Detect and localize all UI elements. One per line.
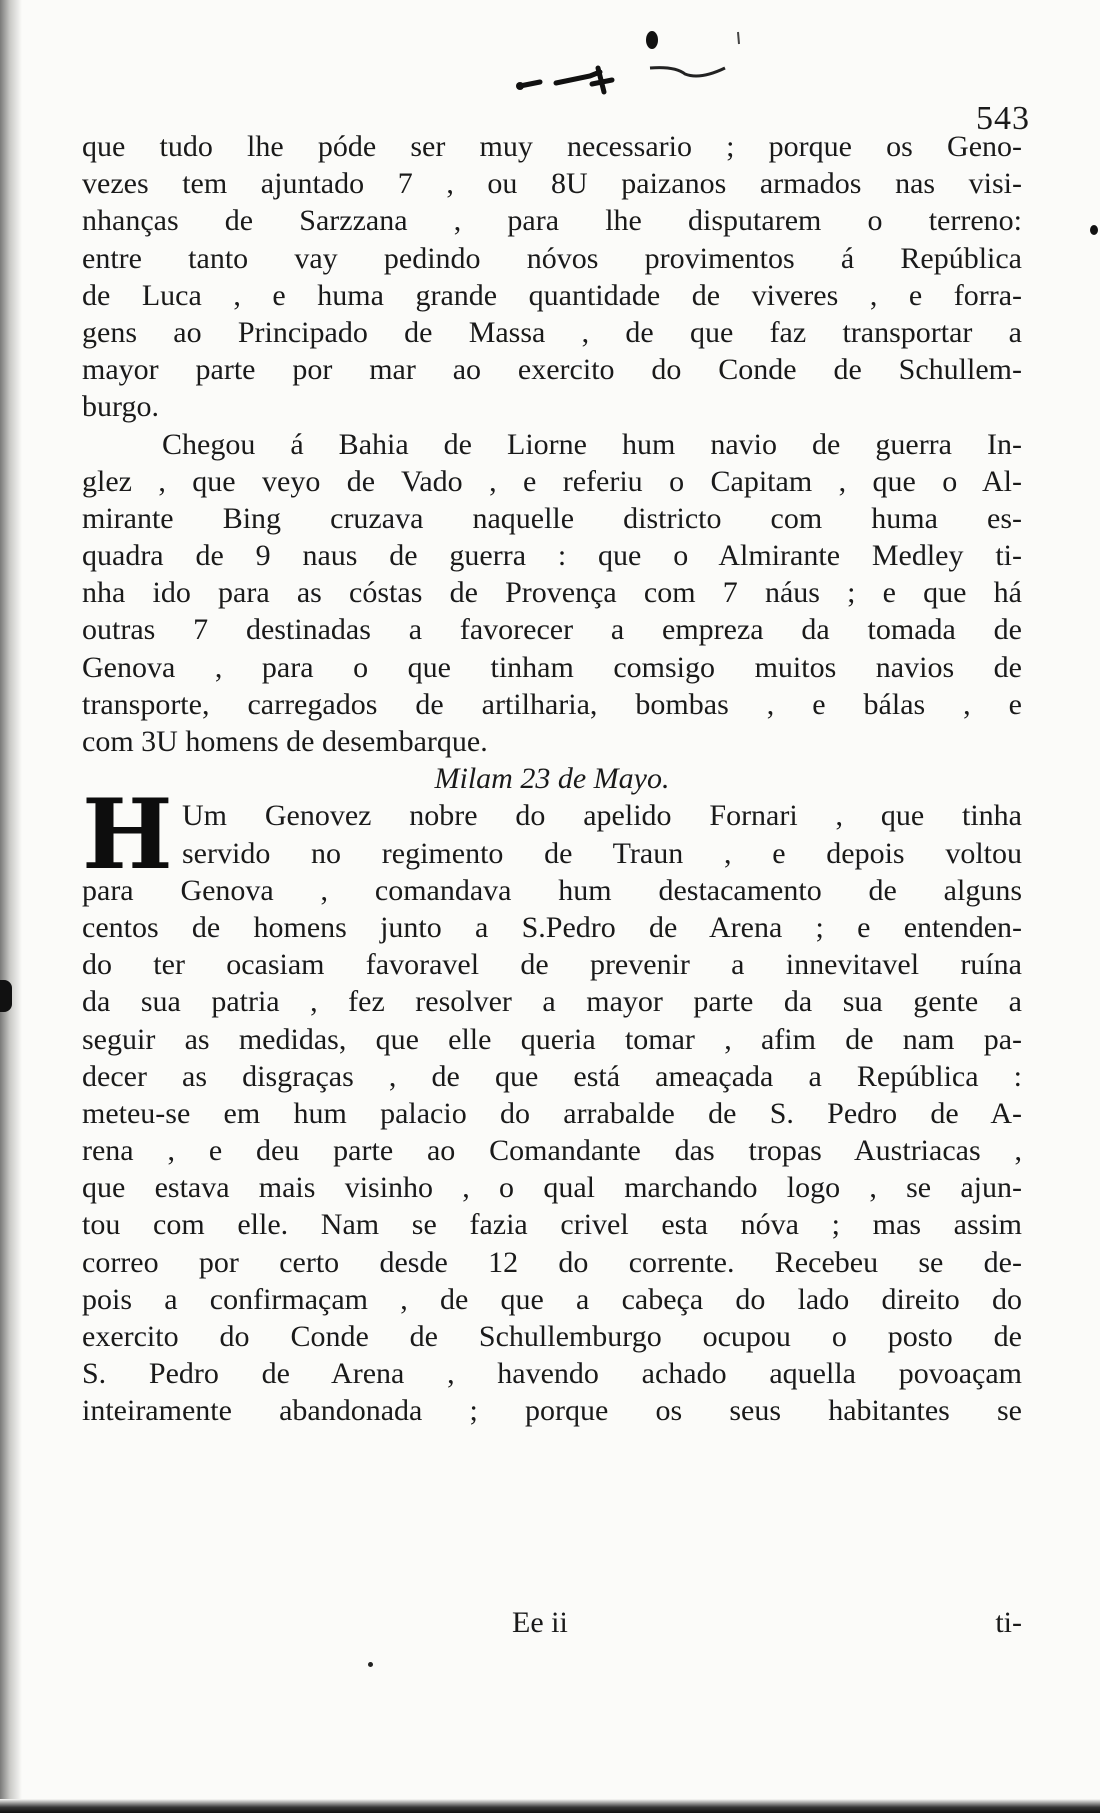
text-line: inteiramente abandonada ; porque os seus habitantes se xyxy=(82,1394,1022,1428)
text-line: Um Genovez nobre do apelido Fornari , que tinha xyxy=(182,799,1022,833)
text-line: com 3U homens de desembarque. xyxy=(82,725,488,758)
text-line: S. Pedro de Arena , havendo achado aquella povoaçam xyxy=(82,1357,1022,1391)
text-line: decer as disgraças , de que está ameaçada a República : xyxy=(82,1059,1022,1093)
header-ornament xyxy=(500,28,760,98)
text-line: tou com elle. Nam se fazia crivel esta nóva ; mas assim xyxy=(82,1208,1022,1242)
text-line: mirante Bing cruzava naquelle districto com huma es- xyxy=(82,501,1022,535)
text-line: mayor parte por mar ao exercito do Conde de Schullem- xyxy=(82,353,1022,387)
paragraph-2 xyxy=(82,426,1022,761)
text-line: outras 7 destinadas a favorecer a empreza da tomada de xyxy=(82,613,1022,647)
text-line: nha ido para as cóstas de Provença com 7 náus ; e que há xyxy=(82,576,1022,610)
text-line: pois a confirmaçam , de que a cabeça do lado direito do xyxy=(82,1282,1022,1316)
paragraph-1 xyxy=(82,128,1022,426)
dateline-heading: Milam 23 de Mayo. xyxy=(434,762,670,796)
catchword: ti- xyxy=(995,1606,1022,1639)
binding-gutter xyxy=(0,0,22,1813)
text-line: meteu-se em hum palacio do arrabalde de S. Pedro de A- xyxy=(82,1096,1022,1130)
text-line: para Genova , comandava hum destacamento de alguns xyxy=(82,873,1022,907)
text-line: exercito do Conde de Schullemburgo ocupou o posto de xyxy=(82,1320,1022,1353)
drop-cap: H xyxy=(82,778,173,892)
text-line: da sua patria , fez resolver a mayor parte da sua gente a xyxy=(82,985,1022,1019)
text-line: servido no regimento de Traun , e depois voltou xyxy=(182,836,1022,870)
text-line: centos de homens junto a S.Pedro de Arena ; e entenden- xyxy=(82,910,1022,944)
text-line: nhanças de Sarzzana , para lhe disputarem o terreno: xyxy=(82,204,1022,238)
text-line: burgo. xyxy=(82,390,159,424)
text-line: correo por certo desde 12 do corrente. Recebeu se de- xyxy=(82,1245,1022,1279)
body-text xyxy=(82,128,1022,1430)
text-line: transporte, carregados de artilharia, bombas , e bálas , e xyxy=(82,687,1022,721)
binding-stain xyxy=(0,980,12,1012)
text-line: gens ao Principado de Massa , de que faz transportar a xyxy=(82,315,1022,349)
text-line: Chegou á Bahia de Liorne hum navio de guerra In- xyxy=(162,427,1022,461)
text-line: que tudo lhe póde ser muy necessario ; porque os Geno- xyxy=(82,130,1022,163)
text-line: entre tanto vay pedindo nóvos provimentos á República xyxy=(82,241,1022,275)
ink-speck xyxy=(1090,225,1098,235)
text-line: glez , que veyo de Vado , e referiu o Capitam , que o Al- xyxy=(82,464,1022,498)
text-line: quadra de 9 naus de guerra : que o Almirante Medley ti- xyxy=(82,539,1022,573)
text-line: do ter ocasiam favoravel de prevenir a innevitavel ruína xyxy=(82,948,1022,982)
text-line: de Luca , e huma grande quantidade de viveres , e forra- xyxy=(82,278,1022,312)
text-line: vezes tem ajuntado 7 , ou 8U paizanos armados nas visi- xyxy=(82,167,1022,201)
text-line: seguir as medidas, que elle queria tomar , afim de nam pa- xyxy=(82,1022,1022,1056)
ink-dot xyxy=(368,1662,373,1667)
scan-bottom-edge xyxy=(0,1799,1100,1813)
text-line: rena , e deu parte ao Comandante das tropas Austriacas , xyxy=(82,1134,1022,1168)
text-line: Genova , para o que tinham comsigo muitos navios de xyxy=(82,650,1022,684)
text-line: que estava mais visinho , o qual marchando logo , se ajun- xyxy=(82,1171,1022,1205)
page-number: 543 xyxy=(976,100,1030,137)
page-footer xyxy=(82,1606,1022,1646)
signature-mark: Ee ii xyxy=(512,1606,568,1639)
